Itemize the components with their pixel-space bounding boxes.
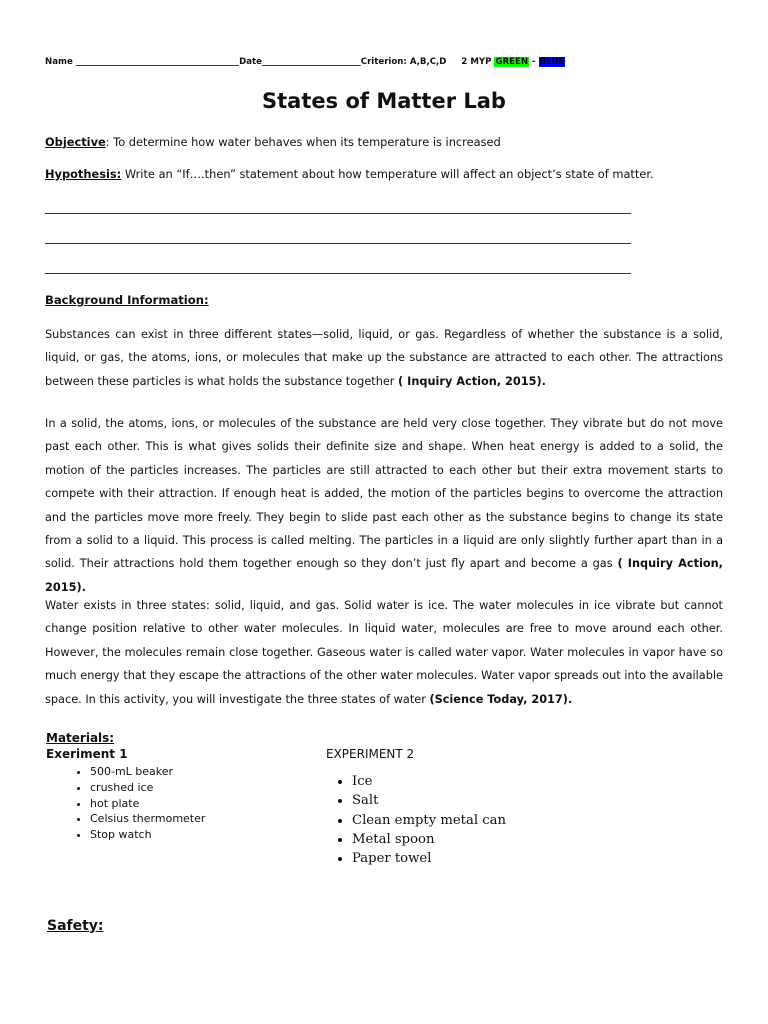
experiment-1-materials xyxy=(46,764,205,843)
objective-label: Objective xyxy=(45,135,106,149)
background-paragraph-3 xyxy=(45,594,723,711)
background-heading: Background Information: xyxy=(45,293,209,307)
objective-line xyxy=(45,135,501,149)
experiment-2-materials xyxy=(312,772,506,868)
paragraph-3-citation: (Science Today, 2017). xyxy=(429,692,573,706)
list-item: • 500-mL beaker xyxy=(90,764,205,780)
objective-text: : To determine how water behaves when its temperature is increased xyxy=(105,135,501,149)
date-field: Date_______________________ xyxy=(239,57,361,67)
class-label: 2 MYP xyxy=(461,57,492,67)
list-item: • hot plate xyxy=(90,796,205,812)
green-highlight: GREEN xyxy=(495,57,529,67)
experiment-1-heading: Exeriment 1 xyxy=(46,747,128,761)
background-paragraph-2 xyxy=(45,412,723,599)
background-paragraph-1 xyxy=(45,323,723,393)
list-item: • Metal spoon xyxy=(352,830,506,849)
paragraph-1-citation: ( Inquiry Action, 2015). xyxy=(398,374,546,388)
list-item: • Paper towel xyxy=(352,849,506,868)
experiment-2-heading: EXPERIMENT 2 xyxy=(326,747,415,761)
paragraph-1-text: Substances can exist in three different states—solid, liquid, or gas. Regardless of whether the substance is a solid, liquid, or gas, the atoms, ions, or molecules that make up the substance are attracted to each other. The attractions between these particles is what holds the substance together xyxy=(45,328,723,388)
hypothesis-answer-line-3[interactable] xyxy=(45,273,631,274)
list-item: • Celsius thermometer xyxy=(90,811,205,827)
hypothesis-answer-line-2[interactable] xyxy=(45,243,631,244)
hypothesis-text: Write an “If….then” statement about how temperature will affect an object’s state of matter. xyxy=(121,167,654,181)
list-item: • Stop watch xyxy=(90,827,205,843)
criterion-label: Criterion: A,B,C,D xyxy=(360,57,447,67)
hypothesis-answer-line-1[interactable] xyxy=(45,213,631,214)
list-item: • crushed ice xyxy=(90,780,205,796)
blue-highlight: BLUE xyxy=(539,57,565,67)
name-field: Name ______________________________________ xyxy=(45,57,240,67)
paragraph-2-text: In a solid, the atoms, ions, or molecules of the substance are held very close together. They vibrate but do not move past each other. This is what gives solids their definite size and shape. When heat energy is added to a solid, the motion of the particles increases. The particles are still attracted to each other but their extra movement starts to compete with their attraction. If enough heat is added, the motion of the particles begins to overcome the attraction and the particles move more freely. They begin to slide past each other as the substance begins to change its state from a solid to a liquid. This process is called melting. The particles in a liquid are only slightly further apart than in a solid. Their attractions hold them together enough so they don’t just fly apart and become a gas xyxy=(45,417,723,571)
list-item: • Ice xyxy=(352,772,506,791)
paragraph-3-text: Water exists in three states: solid, liquid, and gas. Solid water is ice. The water molecules in ice vibrate but cannot change position relative to other water molecules. In liquid water, molecules are free to move around each other. However, the molecules remain close together. Gaseous water is called water vapor. Water molecules in vapor have so much energy that they escape the attractions of the other water molecules. Water vapor spreads out into the available space. In this activity, you will investigate the three states of water xyxy=(45,599,723,706)
list-item: • Clean empty metal can xyxy=(352,811,506,830)
safety-heading: Safety: xyxy=(47,918,104,934)
header-line xyxy=(45,57,745,67)
hypothesis-line xyxy=(45,167,654,181)
hypothesis-label: Hypothesis: xyxy=(45,167,122,181)
materials-heading: Materials: xyxy=(46,731,115,745)
list-item: • Salt xyxy=(352,791,506,810)
dash-separator: - xyxy=(529,57,539,67)
page-title: States of Matter Lab xyxy=(262,89,506,113)
paragraph-2-citation: ( Inquiry Action, 2015). xyxy=(45,557,723,594)
